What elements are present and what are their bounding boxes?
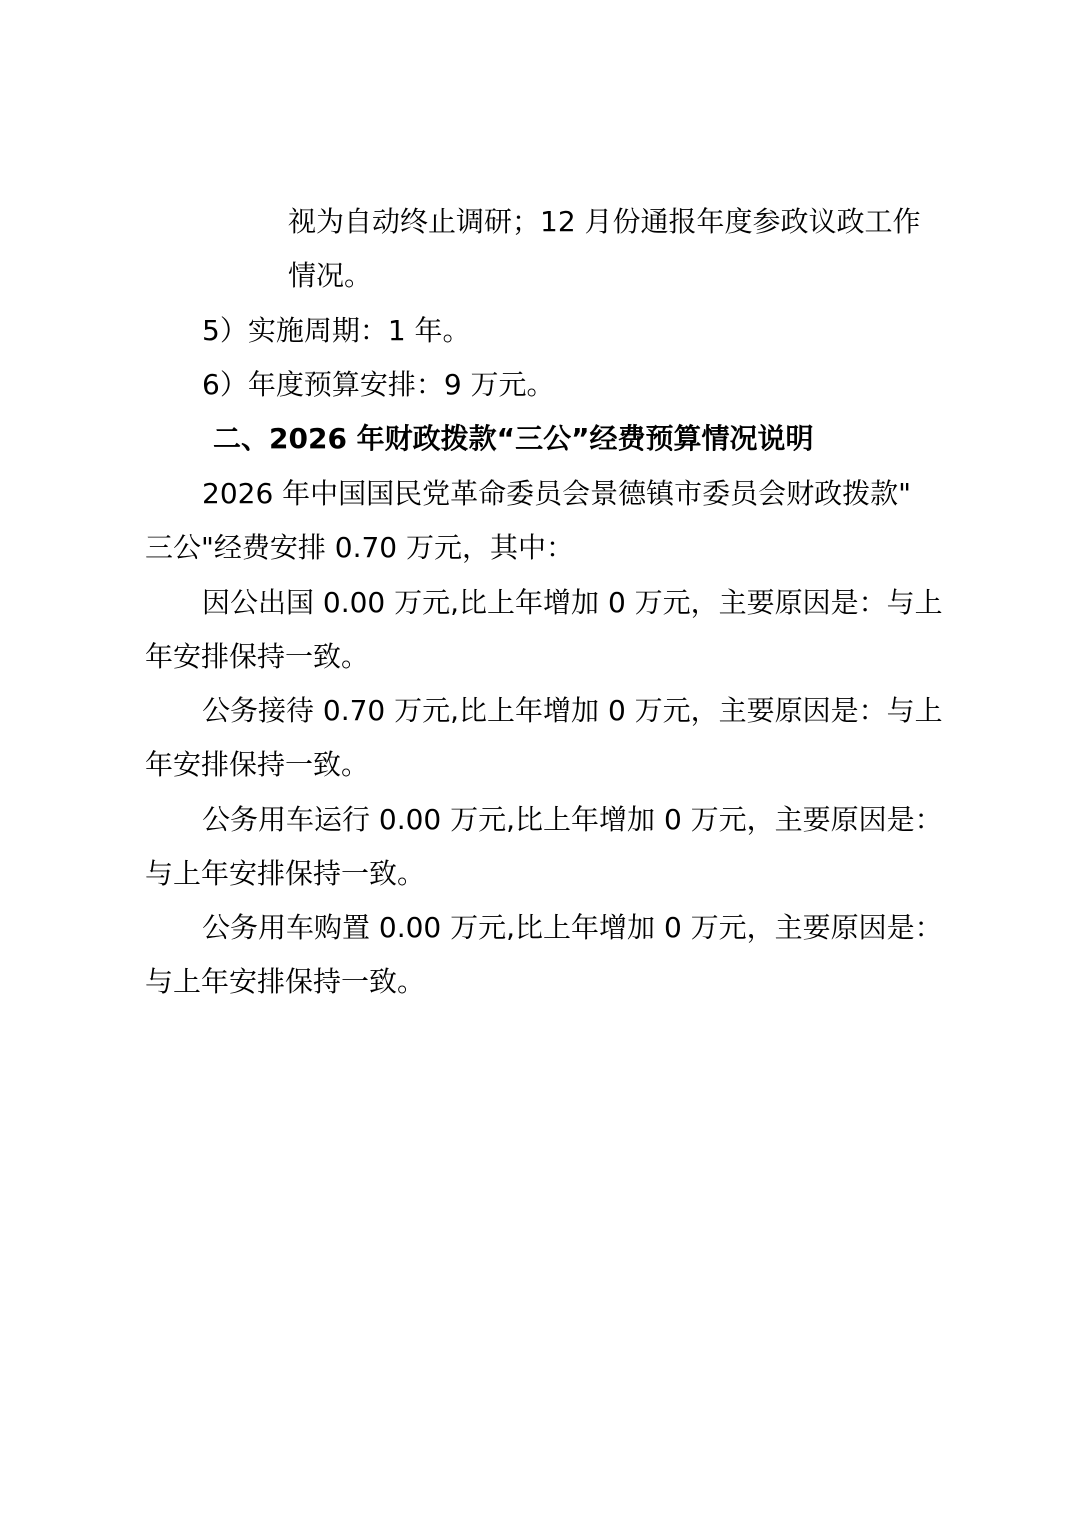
item-vehicle-purchase-line-1: 公务用车购置 0.00 万元,比上年增加 0 万元，主要原因是： [202, 911, 943, 944]
item-reception-line-2: 年安排保持一致。 [145, 748, 370, 781]
list-item-6: 6）年度预算安排：9 万元。 [202, 368, 555, 401]
intro-line-1: 2026 年中国国民党革命委员会景德镇市委员会财政拨款" [202, 477, 912, 510]
list-item-4-continued-line-2: 情况。 [288, 259, 373, 292]
intro-line-2: 三公"经费安排 0.70 万元，其中： [145, 531, 575, 564]
list-item-5: 5）实施周期：1 年。 [202, 314, 471, 347]
list-item-4-continued-line-1: 视为自动终止调研；12 月份通报年度参政议政工作 [288, 205, 921, 238]
item-vehicle-operation-line-1: 公务用车运行 0.00 万元,比上年增加 0 万元，主要原因是： [202, 803, 943, 836]
item-vehicle-operation-line-2: 与上年安排保持一致。 [145, 857, 426, 890]
section-heading: 二、2026 年财政拨款“三公”经费预算情况说明 [213, 422, 814, 455]
item-foreign-travel-line-2: 年安排保持一致。 [145, 640, 370, 673]
item-reception-line-1: 公务接待 0.70 万元,比上年增加 0 万元，主要原因是：与上 [202, 694, 943, 727]
item-vehicle-purchase-line-2: 与上年安排保持一致。 [145, 965, 426, 998]
item-foreign-travel-line-1: 因公出国 0.00 万元,比上年增加 0 万元，主要原因是：与上 [202, 586, 943, 619]
